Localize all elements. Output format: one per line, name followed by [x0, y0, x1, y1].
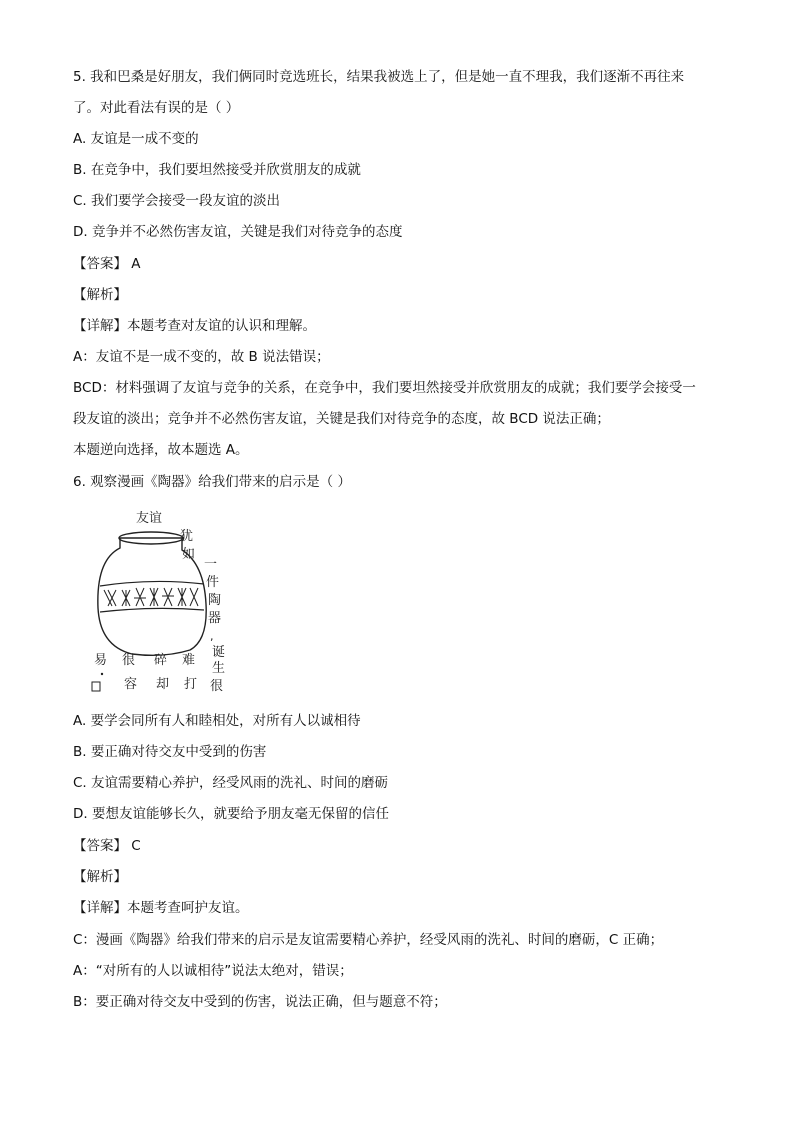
q5-line-bcd-2: 段友谊的淡出；竞争并不必然伤害友谊，关键是我们对待竞争的态度，故 BCD 说法正确；	[73, 411, 610, 427]
svg-text:易: 易	[94, 653, 108, 668]
q5-detail-text: 本题考查对友谊的认识和理解。	[127, 318, 316, 334]
q5-stem-line2: 了。对此看法有误的是（ ）	[73, 100, 240, 116]
svg-text:犹: 犹	[180, 529, 194, 544]
svg-text:件: 件	[206, 575, 220, 590]
svg-text:难: 难	[182, 653, 196, 668]
svg-text:,: ,	[210, 630, 214, 643]
q6-answer-tag: 【答案】	[73, 838, 127, 854]
q6-detail-text: 本题考查呵护友谊。	[127, 900, 249, 916]
q5-answer-tag: 【答案】	[73, 256, 127, 272]
svg-text:很: 很	[210, 679, 224, 694]
q5-detail	[73, 316, 316, 336]
q5-detail-tag: 【详解】	[73, 318, 127, 334]
q5-line-a: A：友谊不是一成不变的，故 B 说法错误；	[73, 349, 330, 365]
svg-text:很: 很	[122, 653, 136, 668]
svg-text:一: 一	[204, 557, 218, 572]
q6-option-d: D. 要想友谊能够长久，就要给予朋友毫无保留的信任	[73, 806, 389, 822]
q5-line-summary: 本题逆向选择，故本题选 A。	[73, 442, 249, 458]
q6-analysis-tag: 【解析】	[73, 869, 127, 885]
q5-line-bcd-1: BCD：材料强调了友谊与竞争的关系，在竞争中，我们要坦然接受并欣赏朋友的成就；我们要学会接受一	[73, 380, 696, 396]
q6-detail	[73, 898, 249, 918]
q6-stem: 6. 观察漫画《陶器》给我们带来的启示是（ ）	[73, 474, 351, 490]
q5-option-a: A. 友谊是一成不变的	[73, 131, 199, 147]
q6-option-b: B. 要正确对待交友中受到的伤害	[73, 744, 267, 760]
svg-text:打: 打	[184, 677, 198, 692]
q6-detail-tag: 【详解】	[73, 900, 127, 916]
q6-answer	[73, 836, 141, 856]
q6-line-b: B：要正确对待交友中受到的伤害，说法正确，但与题意不符；	[73, 994, 447, 1010]
svg-text:容: 容	[124, 677, 138, 692]
q5-option-b: B. 在竞争中，我们要坦然接受并欣赏朋友的成就	[73, 162, 361, 178]
q6-line-c: C：漫画《陶器》给我们带来的启示是友谊需要精心养护，经受风雨的洗礼、时间的磨砺，C 正确；	[73, 932, 664, 948]
svg-text:却: 却	[156, 677, 170, 692]
q5-option-d: D. 竞争并不必然伤害友谊，关键是我们对待竞争的态度	[73, 224, 403, 240]
q5-answer-value: A	[131, 256, 141, 272]
pottery-jar-icon	[86, 508, 234, 700]
pottery-cartoon	[86, 508, 234, 700]
svg-text:碎: 碎	[154, 653, 168, 668]
q5-option-c: C. 我们要学会接受一段友谊的淡出	[73, 193, 281, 209]
svg-text:如: 如	[182, 547, 196, 562]
q6-line-a: A：“对所有的人以诚相待”说法太绝对，错误；	[73, 963, 353, 979]
svg-text:诞: 诞	[212, 645, 226, 660]
svg-text:友谊: 友谊	[136, 511, 163, 526]
q5-analysis-tag: 【解析】	[73, 287, 127, 303]
q5-answer	[73, 254, 141, 274]
svg-text:陶: 陶	[208, 593, 222, 608]
q6-option-a: A. 要学会同所有人和睦相处，对所有人以诚相待	[73, 713, 361, 729]
q6-answer-value: C	[131, 838, 141, 854]
svg-text:器: 器	[208, 611, 222, 626]
q5-stem-line1: 5. 我和巴桑是好朋友，我们俩同时竞选班长，结果我被选上了，但是她一直不理我，我们逐渐不再往来	[73, 69, 685, 85]
svg-text:生: 生	[212, 661, 226, 676]
q6-option-c: C. 友谊需要精心养护，经受风雨的洗礼、时间的磨砺	[73, 775, 389, 791]
